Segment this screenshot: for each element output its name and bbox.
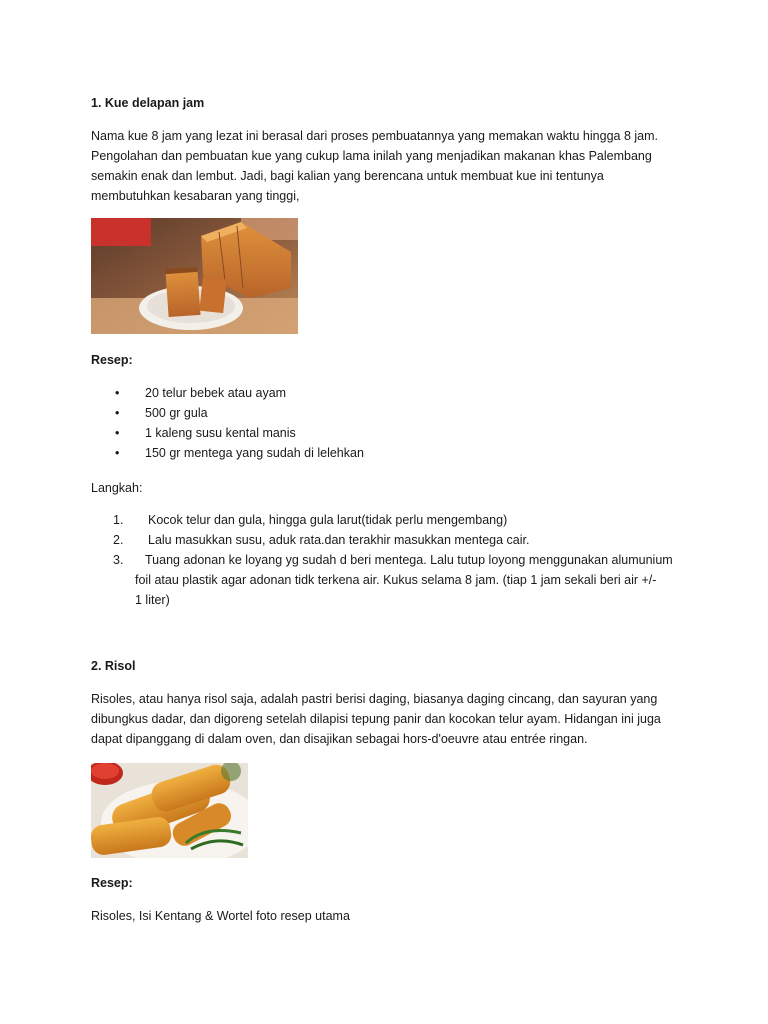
description-line: Nama kue 8 jam yang lezat ini berasal dari proses pembuatannya yang memakan waktu hingga 8 jam. [91, 129, 658, 143]
description-line: dibungkus dadar, dan digoreng setelah dilapisi tepung panir dan kocokan telur ayam. Hidangan ini juga [91, 712, 661, 726]
list-item: • 1 kaleng susu kental manis [91, 423, 364, 443]
section1-description [91, 126, 681, 206]
list-item: • 20 telur bebek atau ayam [91, 383, 364, 403]
ingredients-list [91, 383, 364, 463]
steps-label: Langkah: [91, 481, 143, 495]
description-line: Risoles, atau hanya risol saja, adalah pastri berisi daging, biasanya daging cincang, dan sayuran yang [91, 692, 658, 706]
bullet-icon: • [115, 426, 120, 440]
section-heading-risol: 2. Risol [91, 659, 136, 673]
description-line: Pengolahan dan pembuatan kue yang cukup lama inilah yang menjadikan makanan khas Palembang [91, 149, 652, 163]
recipe-label: Resep: [91, 353, 133, 367]
bullet-icon: • [115, 386, 120, 400]
step-number: 2. [113, 533, 124, 547]
step-number: 3. [113, 553, 124, 567]
list-item: 2. Lalu masukkan susu, aduk rata.dan terakhir masukkan mentega cair. [91, 530, 681, 550]
list-item: • 150 gr mentega yang sudah di lelehkan [91, 443, 364, 463]
kue-delapan-jam-photo [91, 218, 298, 334]
list-item: • 500 gr gula [91, 403, 364, 423]
description-line: membutuhkan kesabaran yang tinggi, [91, 189, 300, 203]
section2-description [91, 689, 681, 749]
description-line: semakin enak dan lembut. Jadi, bagi kalian yang berencana untuk membuat kue ini tentunya [91, 169, 604, 183]
risol-photo [91, 763, 248, 858]
steps-list [91, 510, 681, 610]
bullet-icon: • [115, 406, 120, 420]
bullet-icon: • [115, 446, 120, 460]
description-line: dapat dipanggang di dalam oven, dan disajikan sebagai hors-d'oeuvre atau entrée ringan. [91, 732, 588, 746]
list-item: 3. Tuang adonan ke loyang yg sudah d beri mentega. Lalu tutup loyong menggunakan alumunium foil atau plastik agar adonan tidk terkena air. Kukus selama 8 jam. (tiap 1 jam sekali beri air +/- 1 liter) [91, 550, 681, 610]
list-item: 1. Kocok telur dan gula, hingga gula larut(tidak perlu mengembang) [91, 510, 681, 530]
recipe-label: Resep: [91, 876, 133, 890]
section-heading-kue-delapan-jam: 1. Kue delapan jam [91, 96, 205, 110]
step-number: 1. [113, 513, 124, 527]
recipe-title: Risoles, Isi Kentang & Wortel foto resep utama [91, 909, 350, 923]
